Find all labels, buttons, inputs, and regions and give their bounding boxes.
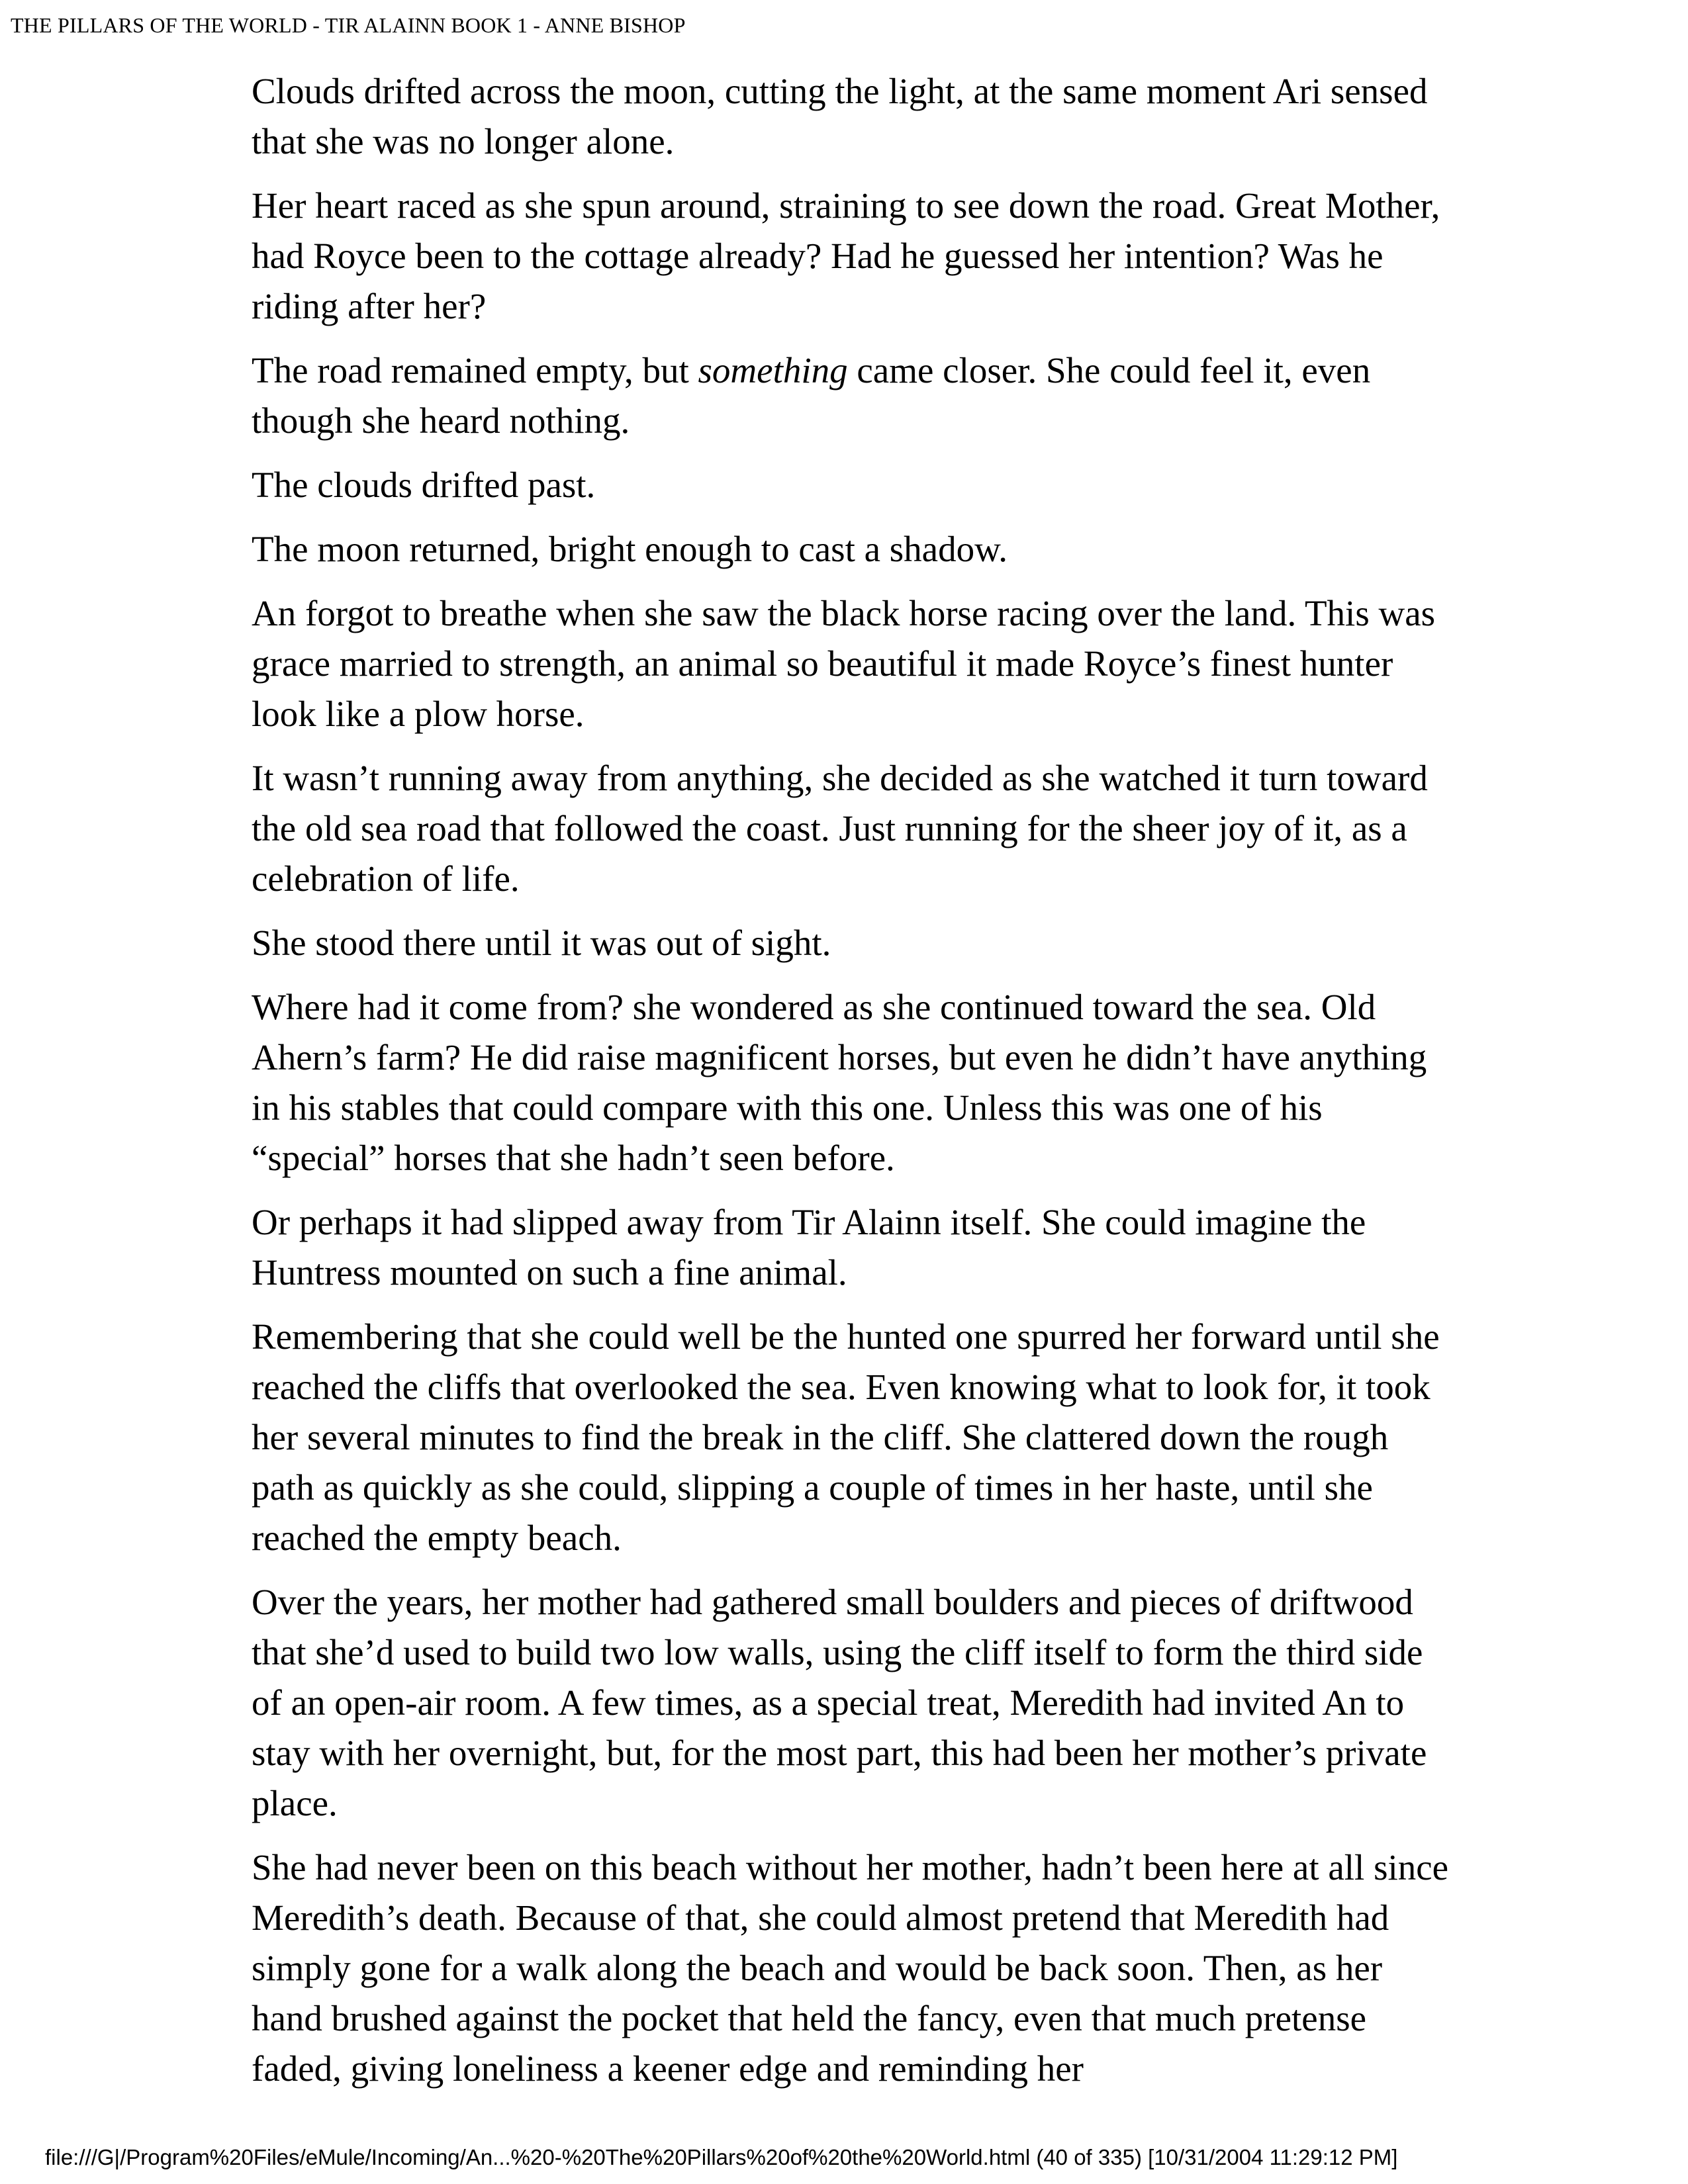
emphasized-word: something bbox=[698, 350, 848, 390]
paragraph: She had never been on this beach without her mother, hadn’t been here at all since Meredith’s death. Because of that, she could almost pretend that Meredith had simply gone for a walk along the beach and would be back soon. Then, as her hand brushed against the pocket that held the fancy, even that much pretense faded, giving loneliness a keener edge and reminding her bbox=[252, 1847, 1449, 2089]
paragraph: Or perhaps it had slipped away from Tir Alainn itself. She could imagine the Huntress mounted on such a fine animal. bbox=[252, 1202, 1366, 1293]
paragraph: Clouds drifted across the moon, cutting the light, at the same moment Ari sensed that she was no longer alone. bbox=[252, 71, 1428, 161]
paragraph: The moon returned, bright enough to cast a shadow. bbox=[252, 529, 1008, 569]
paragraph: Over the years, her mother had gathered small boulders and pieces of driftwood that she’d used to build two low walls, using the cliff itself to form the third side of an open-air room. A few times, as a special treat, Meredith had invited An to stay with her overnight, but, for the most part, this had been her mother’s private place. bbox=[252, 1582, 1427, 1823]
paragraph: Her heart raced as she spun around, straining to see down the road. Great Mother, had Royce been to the cottage already? Had he guessed her intention? Was he riding after her? bbox=[252, 185, 1440, 326]
paragraph: She stood there until it was out of sight. bbox=[252, 923, 831, 963]
paragraph bbox=[252, 345, 1450, 446]
paragraph-text: The road remained empty, but bbox=[252, 350, 698, 390]
paragraph: An forgot to breathe when she saw the black horse racing over the land. This was grace married to strength, an animal so beautiful it made Royce’s finest hunter look like a plow horse. bbox=[252, 593, 1436, 734]
paragraph-text: came closer. She could feel it, even though she heard nothing. bbox=[252, 350, 1371, 441]
running-header: THE PILLARS OF THE WORLD - TIR ALAINN BOOK 1 - ANNE BISHOP bbox=[11, 13, 686, 37]
chapter-body bbox=[252, 66, 1450, 2108]
paragraph: Remembering that she could well be the hunted one spurred her forward until she reached the cliffs that overlooked the sea. Even knowing what to look for, it took her several minutes to find the break in the cliff. She clattered down the rough path as quickly as she could, slipping a couple of times in her haste, until she reached the empty beach. bbox=[252, 1316, 1440, 1558]
paragraph: The clouds drifted past. bbox=[252, 465, 596, 505]
file-path-footer: file:///G|/Program%20Files/eMule/Incoming/An...%20-%20The%20Pillars%20of%20the%20World.html (40 of 335) [10/31/2004 11:29:12 PM] bbox=[45, 2145, 1398, 2169]
paragraph: Where had it come from? she wondered as she continued toward the sea. Old Ahern’s farm? He did raise magnificent horses, but even he didn’t have anything in his stables that could compare with this one. Unless this was one of his “special” horses that she hadn’t seen before. bbox=[252, 987, 1427, 1178]
paragraph: It wasn’t running away from anything, she decided as she watched it turn toward the old sea road that followed the coast. Just running for the sheer joy of it, as a celebration of life. bbox=[252, 758, 1428, 899]
